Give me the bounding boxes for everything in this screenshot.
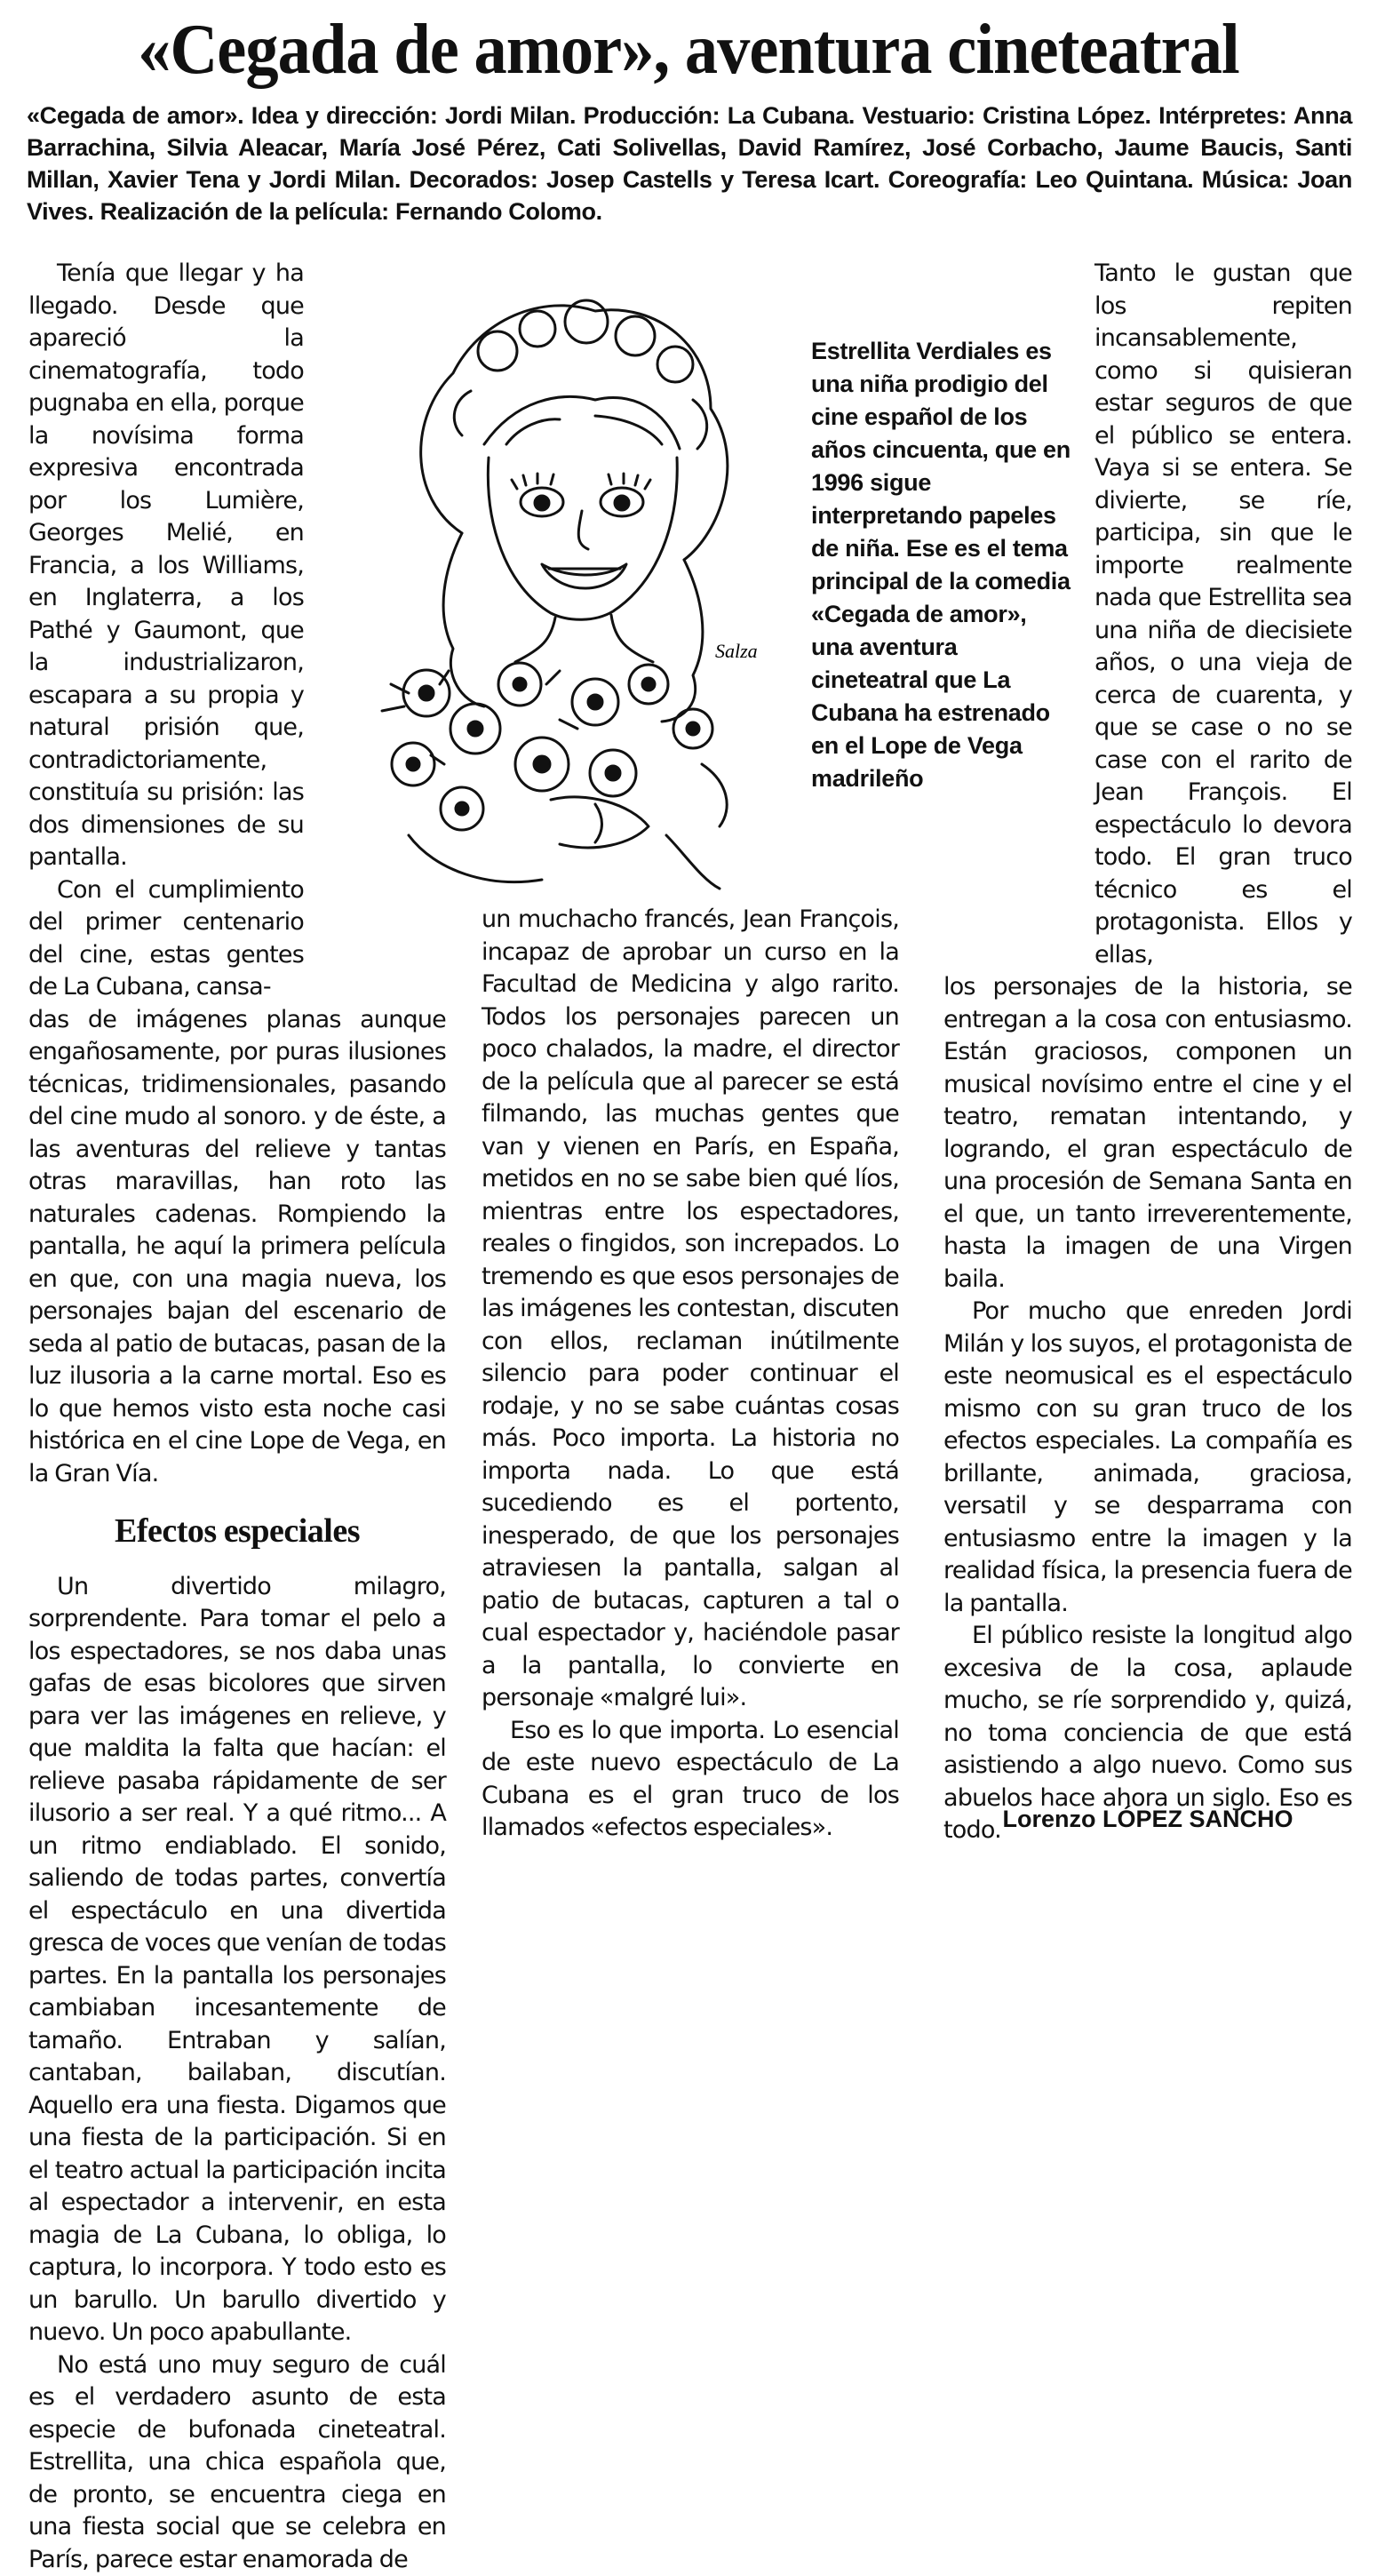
byline: Lorenzo LÓPEZ SANCHO — [943, 1806, 1352, 1833]
paragraph: No está uno muy seguro de cuál es el verdadero asunto de esta especie de bufonada cineteatral. Estrellita, una chica española que, de pronto, se encuentra ciega en una fiesta social que se celebra en París, parece estar enamorada de — [28, 2349, 446, 2576]
paragraph: Eso es lo que importa. Lo esencial de este nuevo espectáculo de La Cubana es el gran truco de los llamados «efectos especiales». — [482, 1715, 899, 1845]
paragraph: El público resiste la longitud algo excesiva de la cosa, aplaude mucho, se ríe sorprendido y, quizá, no toma conciencia de que está asistiendo a algo nuevo. Como sus abuelos hace ahora un siglo. Eso es todo. — [943, 1620, 1352, 1847]
paragraph: Un divertido milagro, sorprendente. Para tomar el pelo a los espectadores, se nos daba unas gafas de esas bicolores que sirven para ver las imágenes en relieve, y que maldita la falta que hacían: el relieve pasaba rápidamente de ser ilusorio a ser real. Y a qué ritmo... A un ritmo endiablado. El sonido, saliendo de todas partes, convertía el espectáculo en una divertida gresca de voces que venían de todas partes. En la pantalla los personajes cambiaban incesantemente de tamaño. Entraban y salían, cantaban, bailaban, discutían. Aquello era una fiesta. Digamos que una fiesta de la participación. Si en el teatro actual la participación incita al espectador a intervenir, en esta magia de La Cubana, lo obliga, lo captura, lo incorpora. Y todo esto es un barullo. Un barullo divertido y nuevo. Un poco apabullante. — [28, 1571, 446, 2349]
paragraph: Tanto le gustan que los repiten incansablemente, como si quisieran estar seguros de que el público se entera. Vaya si se entera. Se divierte, se ríe, participa, sin que le importe realmente nada que Estrellita sea una niña de diecisiete años, o una vieja de cerca de cuarenta, y que se case o no se case con el rarito de Jean François. El espectáculo lo devora todo. El gran truco técnico es el protagonista. Ellos y ellas, — [1094, 258, 1352, 971]
paragraph: Por mucho que enreden Jordi Milán y los suyos, el protagonista de este neomusical es el espectáculo mismo con su gran truco de los efectos especiales. La compañía es brillante, animada, graciosa, versatil y se desparrama con entusiasmo entre la imagen y la realidad física, la presencia fuera de la pantalla. — [943, 1296, 1352, 1620]
column-1 — [28, 258, 446, 2576]
credits: «Cegada de amor». Idea y dirección: Jordi Milan. Producción: La Cubana. Vestuario: Cristina López. Intérpretes: Anna Barrachina, Silvia Aleacar, María José Pérez, Cati Solivellas, David Ramírez, José Corbacho, Jaume Baucis, Santi Millan, Xavier Tena y Jordi Milan. Decorados: Josep Castells y Teresa Icart. Coreografía: Leo Quintana. Música: Joan Vives. Realización de la película: Fernando Colomo. — [27, 100, 1352, 227]
image-caption: Estrellita Verdiales es una niña prodigio del cine español de los años cincuenta, que en 1996 sigue interpretando papeles de niña. Ese es el tema principal de la comedia «Cegada de amor», una aventura cineteatral que La Cubana ha estrenado en el Lope de Vega madrileño — [811, 335, 1073, 795]
artist-signature: Salza — [715, 640, 758, 662]
paragraph: los personajes de la historia, se entregan a la cosa con entusiasmo. Están graciosos, componen un musical novísimo entre el cine y el teatro, rematan intentando, y logrando, el gran espectáculo de una procesión de Semana Santa en el que, un tanto irreverentemente, hasta la imagen de una Virgen baila. — [943, 971, 1352, 1296]
paragraph: Con el cumplimiento del primer centenario del cine, estas gentes de La Cubana, cansa- — [28, 874, 304, 1004]
section-subhead: Efectos especiales — [28, 1515, 446, 1548]
paragraph: das de imágenes planas aunque engañosamente, por puras ilusiones técnicas, tridimensionales, pasando del cine mudo al sonoro. y de éste, a las aventuras del relieve y tantas otras maravillas, han roto las naturales cadenas. Rompiendo la pantalla, he aquí la primera película en que, con una magia nueva, los personajes bajan del escenario de seda al patio de butacas, pasan de la luz ilusoria a la carne mortal. Eso es lo que hemos visto esta noche casi histórica en el cine Lope de Vega, en la Gran Vía. — [28, 1004, 446, 1491]
column-2 — [482, 904, 899, 1845]
headline: «Cegada de amor», aventura cineteatral — [65, 5, 1312, 94]
paragraph: Tenía que llegar y ha llegado. Desde que apareció la cinematografía, todo pugnaba en ella, porque la novísima forma expresiva encontrada por los Lumière, Georges Melié, en Francia, a los Williams, en Inglaterra, a los Pathé y Gaumont, que la industrializaron, escapara a su propia y natural prisión que, contradictoriamente, constituía su prisión: las dos dimensiones de su pantalla. — [28, 258, 304, 874]
column-3 — [943, 258, 1352, 1847]
paragraph: un muchacho francés, Jean François, incapaz de aprobar un curso en la Facultad de Medicina y algo rarito. Todos los personajes parecen un poco chalados, la madre, el director de la película que al parecer se está filmando, las muchas gentes que van y vienen en París, en España, metidos en no se sabe bien qué líos, mientras entre los espectadores, reales o fingidos, son increpados. Lo tremendo es que esos personajes de las imágenes les contestan, discuten con ellos, reclaman inútilmente silencio para poder continuar el rodaje, y no se sabe cuántas cosas más. Poco importa. La historia no importa nada. Lo que está sucediendo es el portento, inesperado, de que los personajes atraviesen la pantalla, salgan al patio de butacas, capturen a tal o cual espectador y, haciéndole pasar a la pantalla, lo convierte en personaje «malgré lui». — [482, 904, 899, 1715]
